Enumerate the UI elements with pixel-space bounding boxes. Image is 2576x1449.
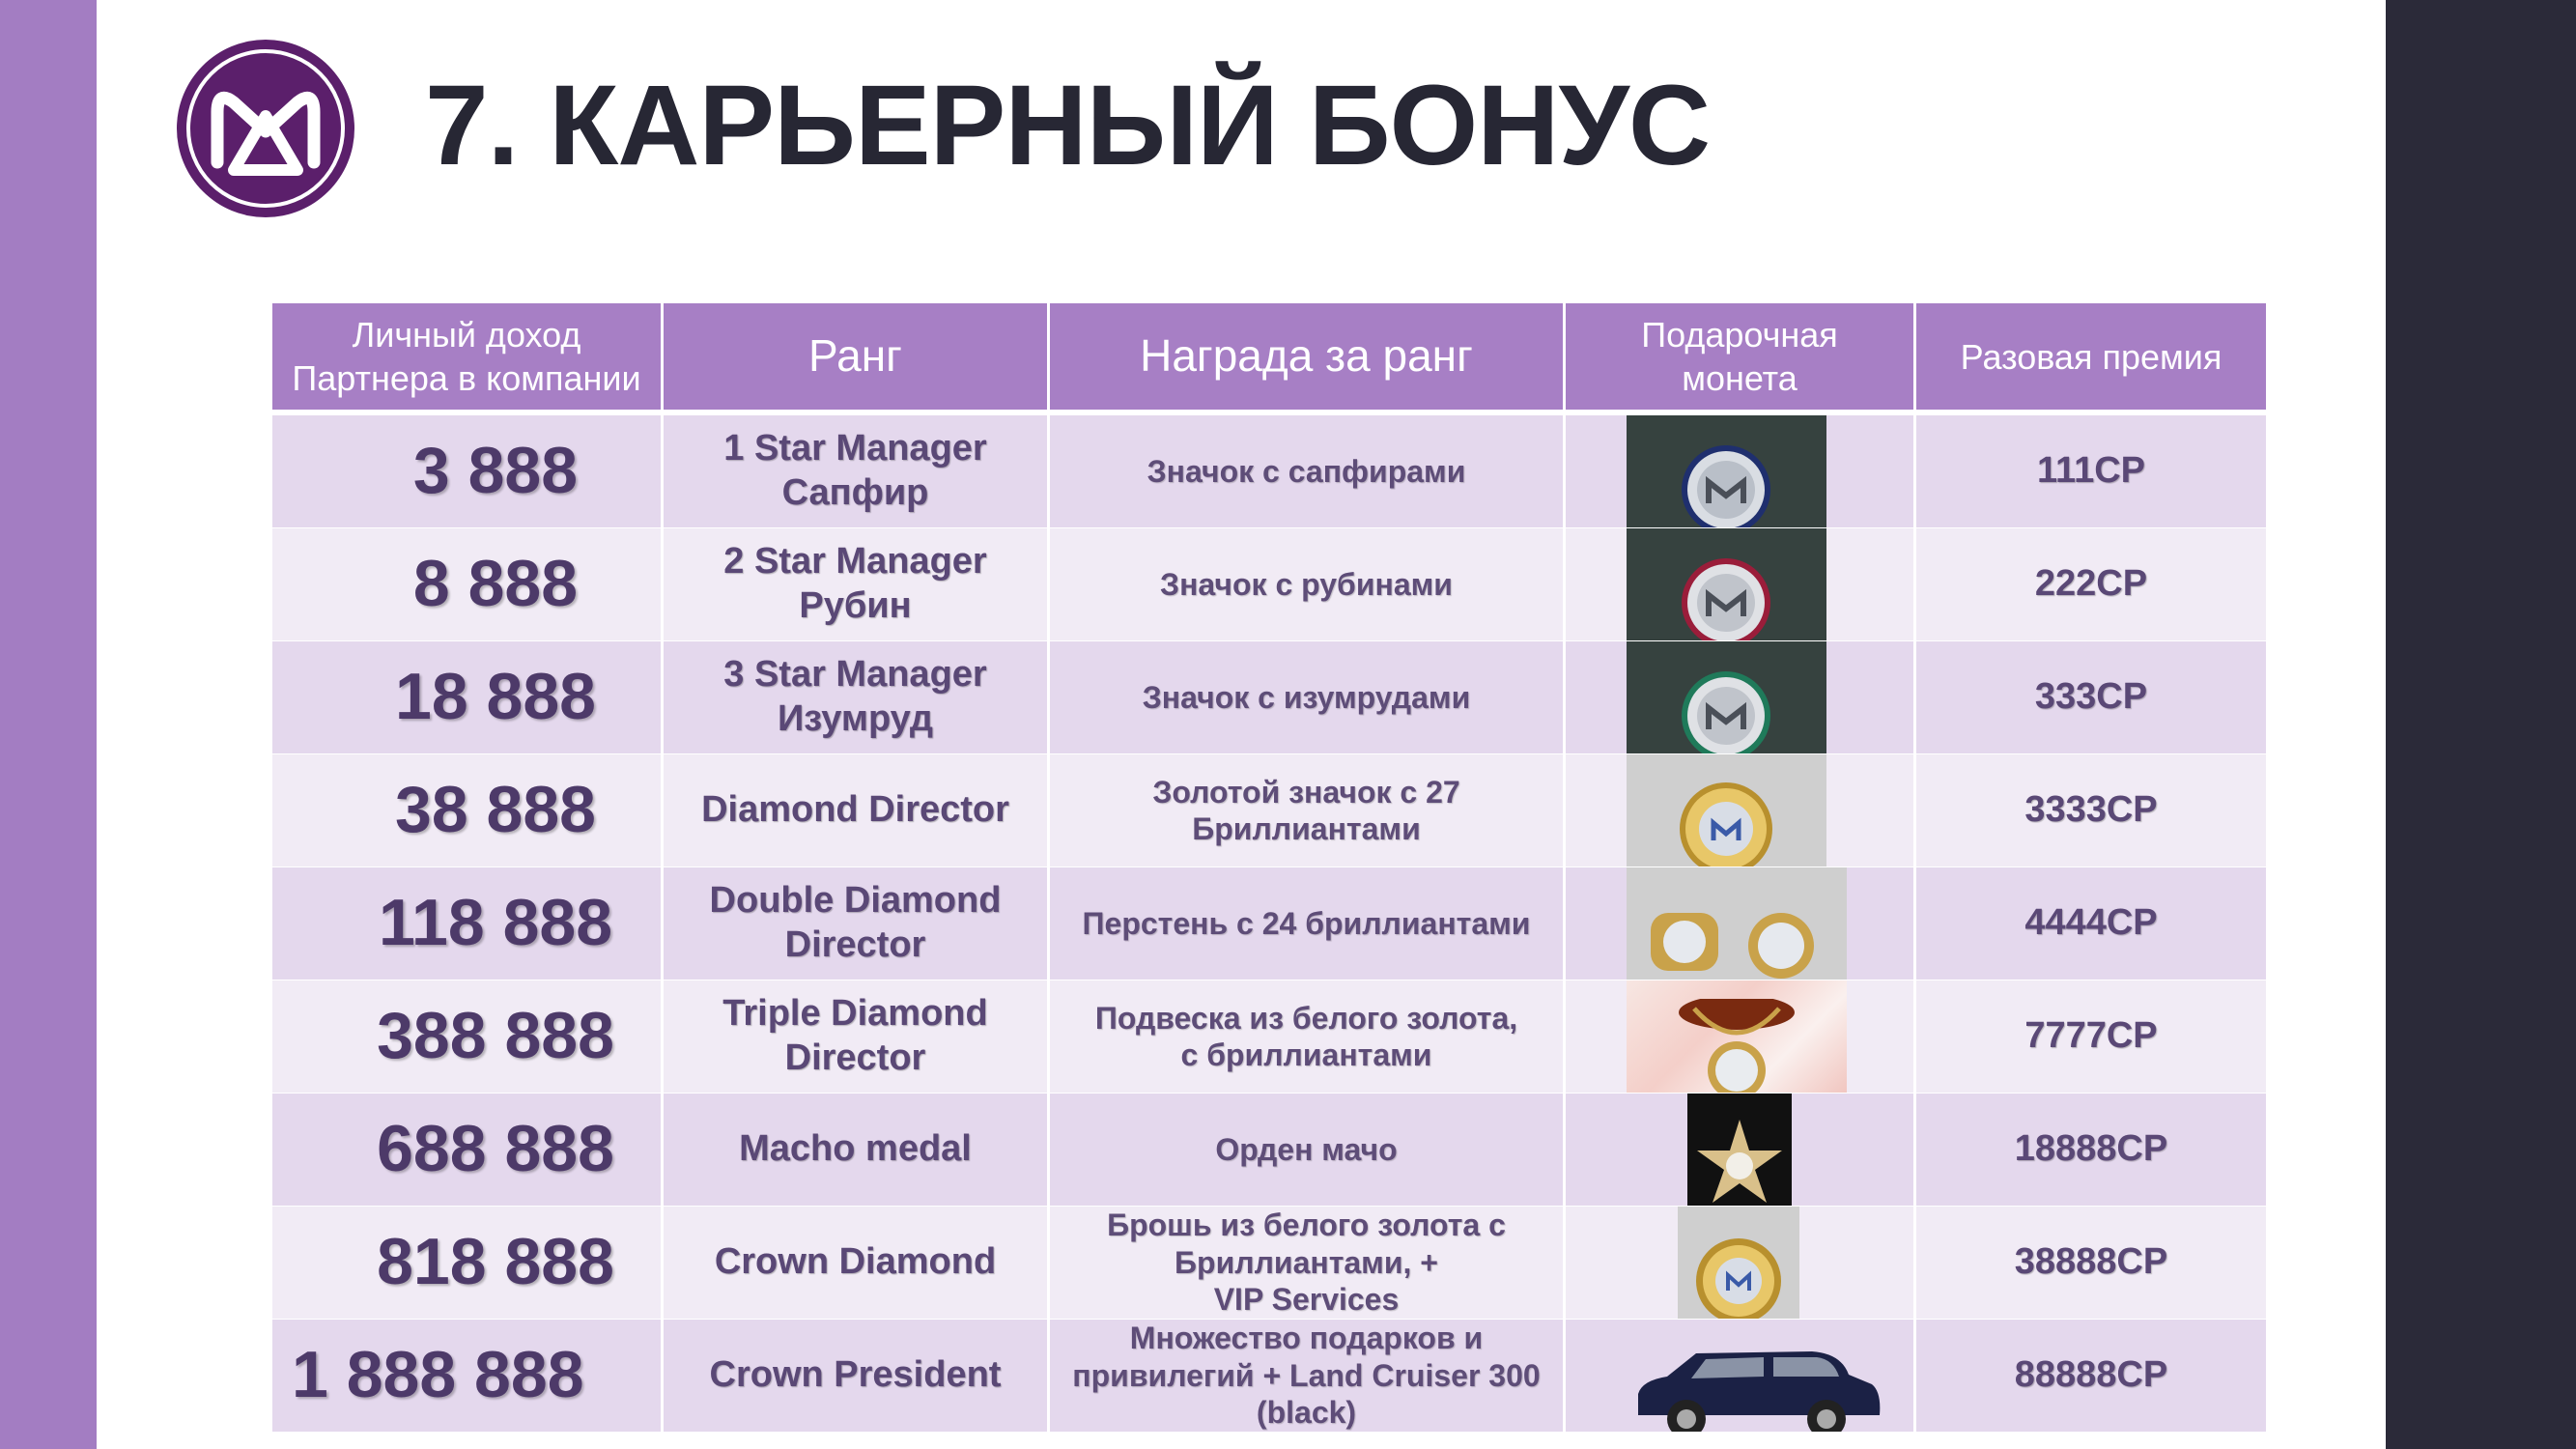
table-row [272,1094,2266,1206]
income-cell: 818 888 [272,1207,664,1319]
table-row [272,528,2266,640]
diamond-ring-icon [1627,867,1847,980]
mono-m-triangle-logo-icon [174,37,357,220]
income-cell: 8 888 [272,528,664,640]
rank-cell: 2 Star Manager Рубин [664,528,1050,640]
rank-cell: Triple Diamond Director [664,980,1050,1093]
bonus-cell: 18888CP [2014,1128,2168,1170]
coin-cell [1566,980,1916,1093]
coin-cell [1566,528,1916,640]
reward-cell: Значок с рубинами [1050,528,1566,640]
bonus-cell: 38888CP [2014,1241,2168,1283]
income-cell: 688 888 [272,1094,664,1206]
reward-cell: Брошь из белого золота с Бриллиантами, + VIP Services [1050,1207,1566,1319]
pendant-icon [1627,980,1847,1093]
emerald-badge-icon [1627,641,1826,753]
income-cell: 38 888 [272,754,664,867]
reward-cell: Орден мачо [1050,1094,1566,1206]
table-row [272,641,2266,753]
table-row [272,1207,2266,1319]
coin-cell [1566,415,1916,527]
bonus-cell: 222CP [2034,563,2148,605]
rank-cell: Double Diamond Director [664,867,1050,980]
rank-cell: 1 Star Manager Сапфир [664,415,1050,527]
bonus-cell: 3333CP [2024,789,2158,831]
left-accent-band [0,0,97,1449]
page-title: 7. КАРЬЕРНЫЙ БОНУС [425,62,1711,189]
income-cell: 3 888 [272,415,664,527]
rank-cell: Macho medal [664,1094,1050,1206]
rank-cell: 3 Star Manager Изумруд [664,641,1050,753]
macho-order-icon [1687,1094,1792,1206]
reward-cell: Подвеска из белого золота, с бриллиантами [1050,980,1566,1093]
bonus-cell: 333CP [2034,676,2148,718]
header-gift-coin: Подарочная монета [1566,303,1916,410]
income-cell: 388 888 [272,980,664,1093]
income-cell: 118 888 [272,867,664,980]
reward-cell: Значок с сапфирами [1050,415,1566,527]
header-rank: Ранг [664,303,1050,410]
coin-cell [1566,1320,1916,1432]
bonus-cell: 4444CP [2024,902,2158,944]
coin-cell [1566,867,1916,980]
rank-cell: Diamond Director [664,754,1050,867]
bonus-cell: 111CP [2037,450,2145,492]
bonus-cell: 7777CP [2024,1015,2158,1057]
land-cruiser-car-icon [1619,1320,1889,1432]
bonus-cell: 88888CP [2014,1354,2168,1396]
reward-cell: Перстень с 24 бриллиантами [1050,867,1566,980]
reward-cell: Значок с изумрудами [1050,641,1566,753]
header-reward: Награда за ранг [1050,303,1566,410]
table-row [272,980,2266,1093]
table-row [272,754,2266,867]
rank-cell: Crown Diamond [664,1207,1050,1319]
right-dark-band [2386,0,2576,1449]
coin-cell [1566,1094,1916,1206]
ruby-badge-icon [1627,528,1826,640]
sapphire-badge-icon [1627,415,1826,527]
table-header-row [272,303,2266,410]
coin-cell [1566,1207,1916,1319]
reward-cell: Золотой значок с 27 Бриллиантами [1050,754,1566,867]
rank-cell: Crown President [664,1320,1050,1432]
coin-cell [1566,754,1916,867]
table-row [272,415,2266,527]
reward-cell: Множество подарков и привилегий + Land Cruiser 300 (black) [1050,1320,1566,1432]
table-row [272,1320,2266,1432]
income-cell: 18 888 [272,641,664,753]
header-one-time-bonus: Разовая премия [1960,336,2222,377]
gold-badge-icon [1627,754,1826,867]
brooch-icon [1678,1207,1799,1319]
career-bonus-table [272,303,2266,1432]
income-cell: 1 888 888 [272,1320,664,1432]
coin-cell [1566,641,1916,753]
table-row [272,867,2266,980]
header-income: Личный доход Партнера в компании [272,303,664,410]
